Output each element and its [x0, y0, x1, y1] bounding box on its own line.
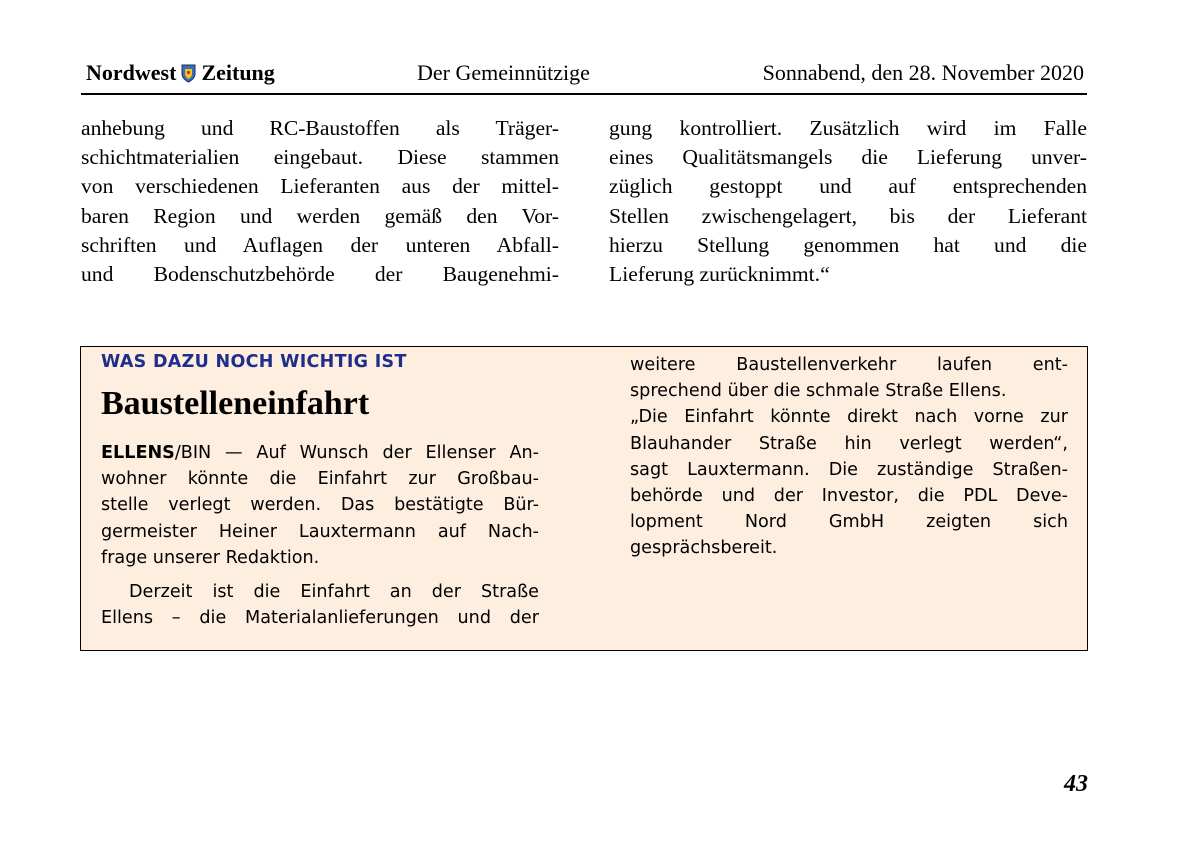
box-column-right	[630, 352, 1068, 562]
box-title: Baustelleneinfahrt	[101, 385, 370, 422]
article-column-left	[81, 114, 559, 289]
text-line: Stellen zwischengelagert, bis der Lieferant	[609, 203, 1087, 228]
dateline: ELLENS	[101, 443, 175, 463]
issue-date: Sonnabend, den 28. November 2020	[762, 60, 1084, 85]
crest-icon	[181, 64, 196, 83]
page-number: 43	[1064, 771, 1088, 797]
text-line: schichtmaterialien eingebaut. Diese stammen	[81, 145, 559, 170]
text-line: stelle verlegt werden. Das bestätigte Bür-	[101, 495, 539, 516]
paragraph-gap	[101, 571, 539, 579]
page-header	[81, 57, 1087, 95]
text-line: wohner könnte die Einfahrt zur Großbau-	[101, 469, 539, 490]
publication-name: Der Gemeinnützige	[417, 60, 590, 85]
text-line: „Die Einfahrt könnte direkt nach vorne zur	[630, 407, 1068, 428]
masthead	[86, 60, 275, 86]
text-line: sagt Lauxtermann. Die zuständige Straßen-	[630, 459, 1068, 480]
text-line: hierzu Stellung genommen hat und die	[609, 232, 1087, 257]
text-line: und Bodenschutzbehörde der Baugenehmi-	[81, 261, 559, 286]
masthead-right: Zeitung	[201, 60, 275, 85]
text-line	[101, 440, 539, 466]
text-line: gung kontrolliert. Zusätzlich wird im Falle	[609, 116, 1087, 140]
text-line: eines Qualitätsmangels die Lieferung unver-	[609, 145, 1087, 170]
text-line: lopment Nord GmbH zeigten sich	[630, 512, 1068, 533]
text-line: germeister Heiner Lauxtermann auf Nach-	[101, 521, 539, 542]
text-line: Blauhander Straße hin verlegt werden“,	[630, 433, 1068, 454]
text-line: gesprächsbereit.	[630, 538, 778, 559]
dateline-rest: /BIN — Auf Wunsch der Ellenser An-	[174, 443, 539, 463]
text-line: sprechend über die schmale Straße Ellens.	[630, 381, 1007, 402]
text-line: frage unserer Redaktion.	[101, 547, 320, 568]
text-line: schriften und Auflagen der unteren Abfall-	[81, 232, 559, 257]
article-column-right	[609, 114, 1087, 289]
text-line: anhebung und RC-Baustoffen als Träger-	[81, 116, 559, 140]
masthead-left: Nordwest	[86, 60, 177, 85]
text-line: behörde und der Investor, die PDL Deve-	[630, 485, 1068, 506]
box-column-left	[101, 440, 539, 631]
text-line: Ellens – die Materialanlieferungen und der	[101, 608, 539, 629]
text-line: Lieferung zurücknimmt.“	[609, 261, 830, 286]
info-box	[80, 346, 1088, 651]
text-line: baren Region und werden gemäß den Vor-	[81, 203, 559, 228]
text-line: Derzeit ist die Einfahrt an der Straße	[129, 581, 539, 602]
text-line: von verschiedenen Lieferanten aus der mittel-	[81, 174, 559, 199]
text-line: züglich gestoppt und auf entsprechenden	[609, 174, 1087, 199]
box-kicker: WAS DAZU NOCH WICHTIG IST	[101, 352, 407, 372]
text-line: weitere Baustellenverkehr laufen ent-	[630, 355, 1068, 375]
